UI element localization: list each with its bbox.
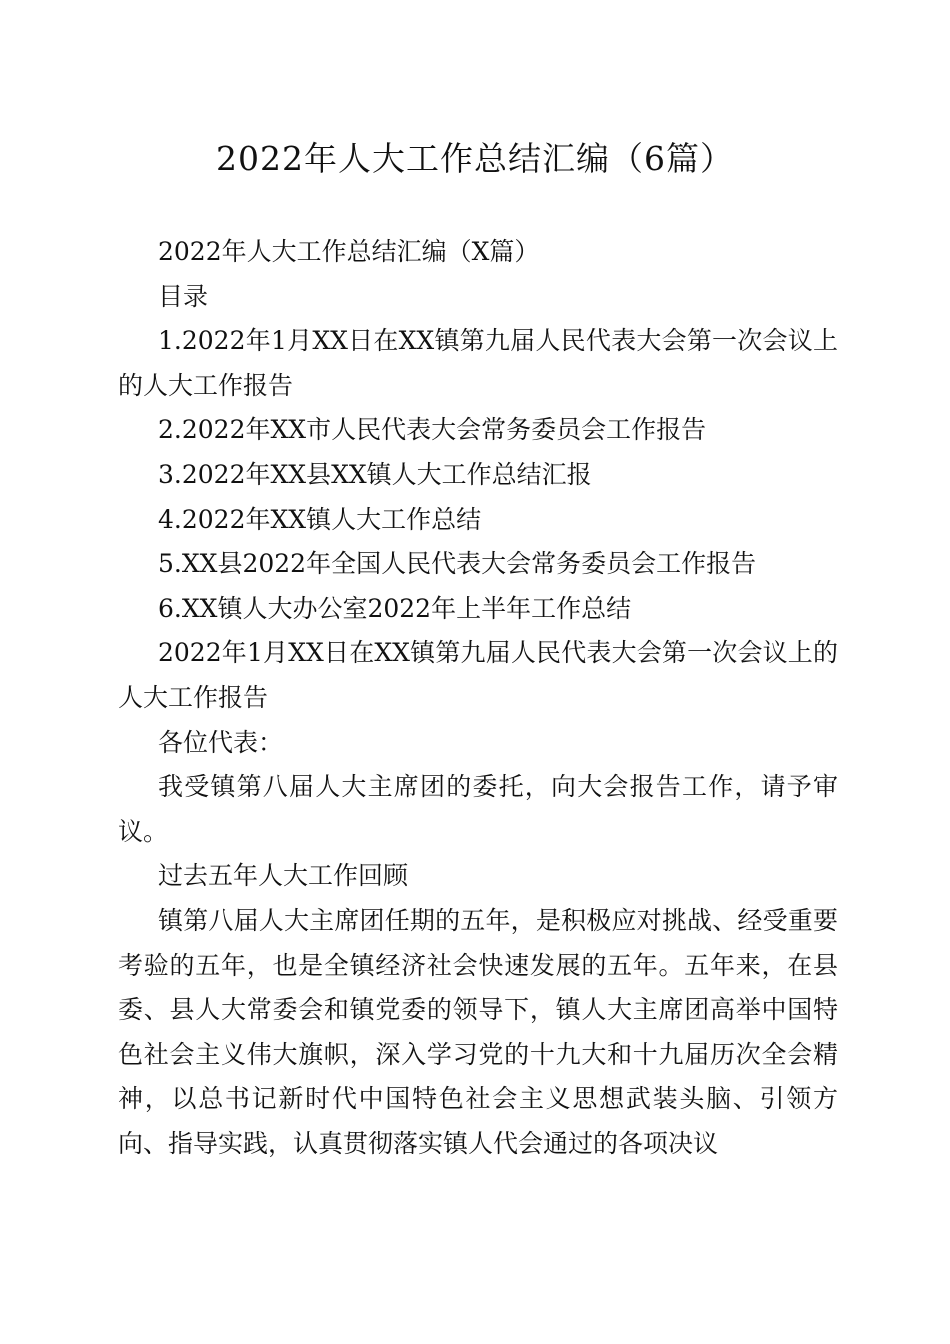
document-title: 2022年人大工作总结汇编（6篇） [216, 139, 734, 178]
paragraph-toc-heading: 目录 [158, 281, 209, 311]
toc-item-4: 4.2022年XX镇人大工作总结 [158, 504, 482, 534]
report-heading: 2022年1月XX日在XX镇第九届人民代表大会第一次会议上的人大工作报告 [118, 638, 838, 712]
toc-item-6: 6.XX镇人大办公室2022年上半年工作总结 [158, 593, 632, 623]
toc-item-1: 1.2022年1月XX日在XX镇第九届人民代表大会第一次会议上的人大工作报告 [118, 326, 838, 400]
paragraph-review-body: 镇第八届人大主席团任期的五年，是积极应对挑战、经受重要考验的五年，也是全镇经济社会快速发展的五年。五年来，在县委、县人大常委会和镇党委的领导下，镇人大主席团高举中国特色社会主义伟大旗帜，深入学习党的十九大和十九届历次全会精神，以总书记新时代中国特色社会主义思想武装头脑、引领方向、指导实践，认真贯彻落实镇人代会通过的各项决议 [118, 905, 838, 1158]
salutation: 各位代表： [158, 727, 284, 757]
paragraph-compilation-heading: 2022年人大工作总结汇编（X篇） [158, 237, 540, 266]
toc-item-3: 3.2022年XX县XX镇人大工作总结汇报 [158, 459, 592, 489]
section-heading-review: 过去五年人大工作回顾 [158, 861, 409, 891]
document-body [118, 230, 838, 1166]
toc-item-2: 2.2022年XX市人民代表大会常务委员会工作报告 [158, 415, 707, 445]
paragraph-intro: 我受镇第八届人大主席团的委托，向大会报告工作，请予审议。 [118, 772, 838, 846]
toc-item-5: 5.XX县2022年全国人民代表大会常务委员会工作报告 [158, 549, 757, 579]
